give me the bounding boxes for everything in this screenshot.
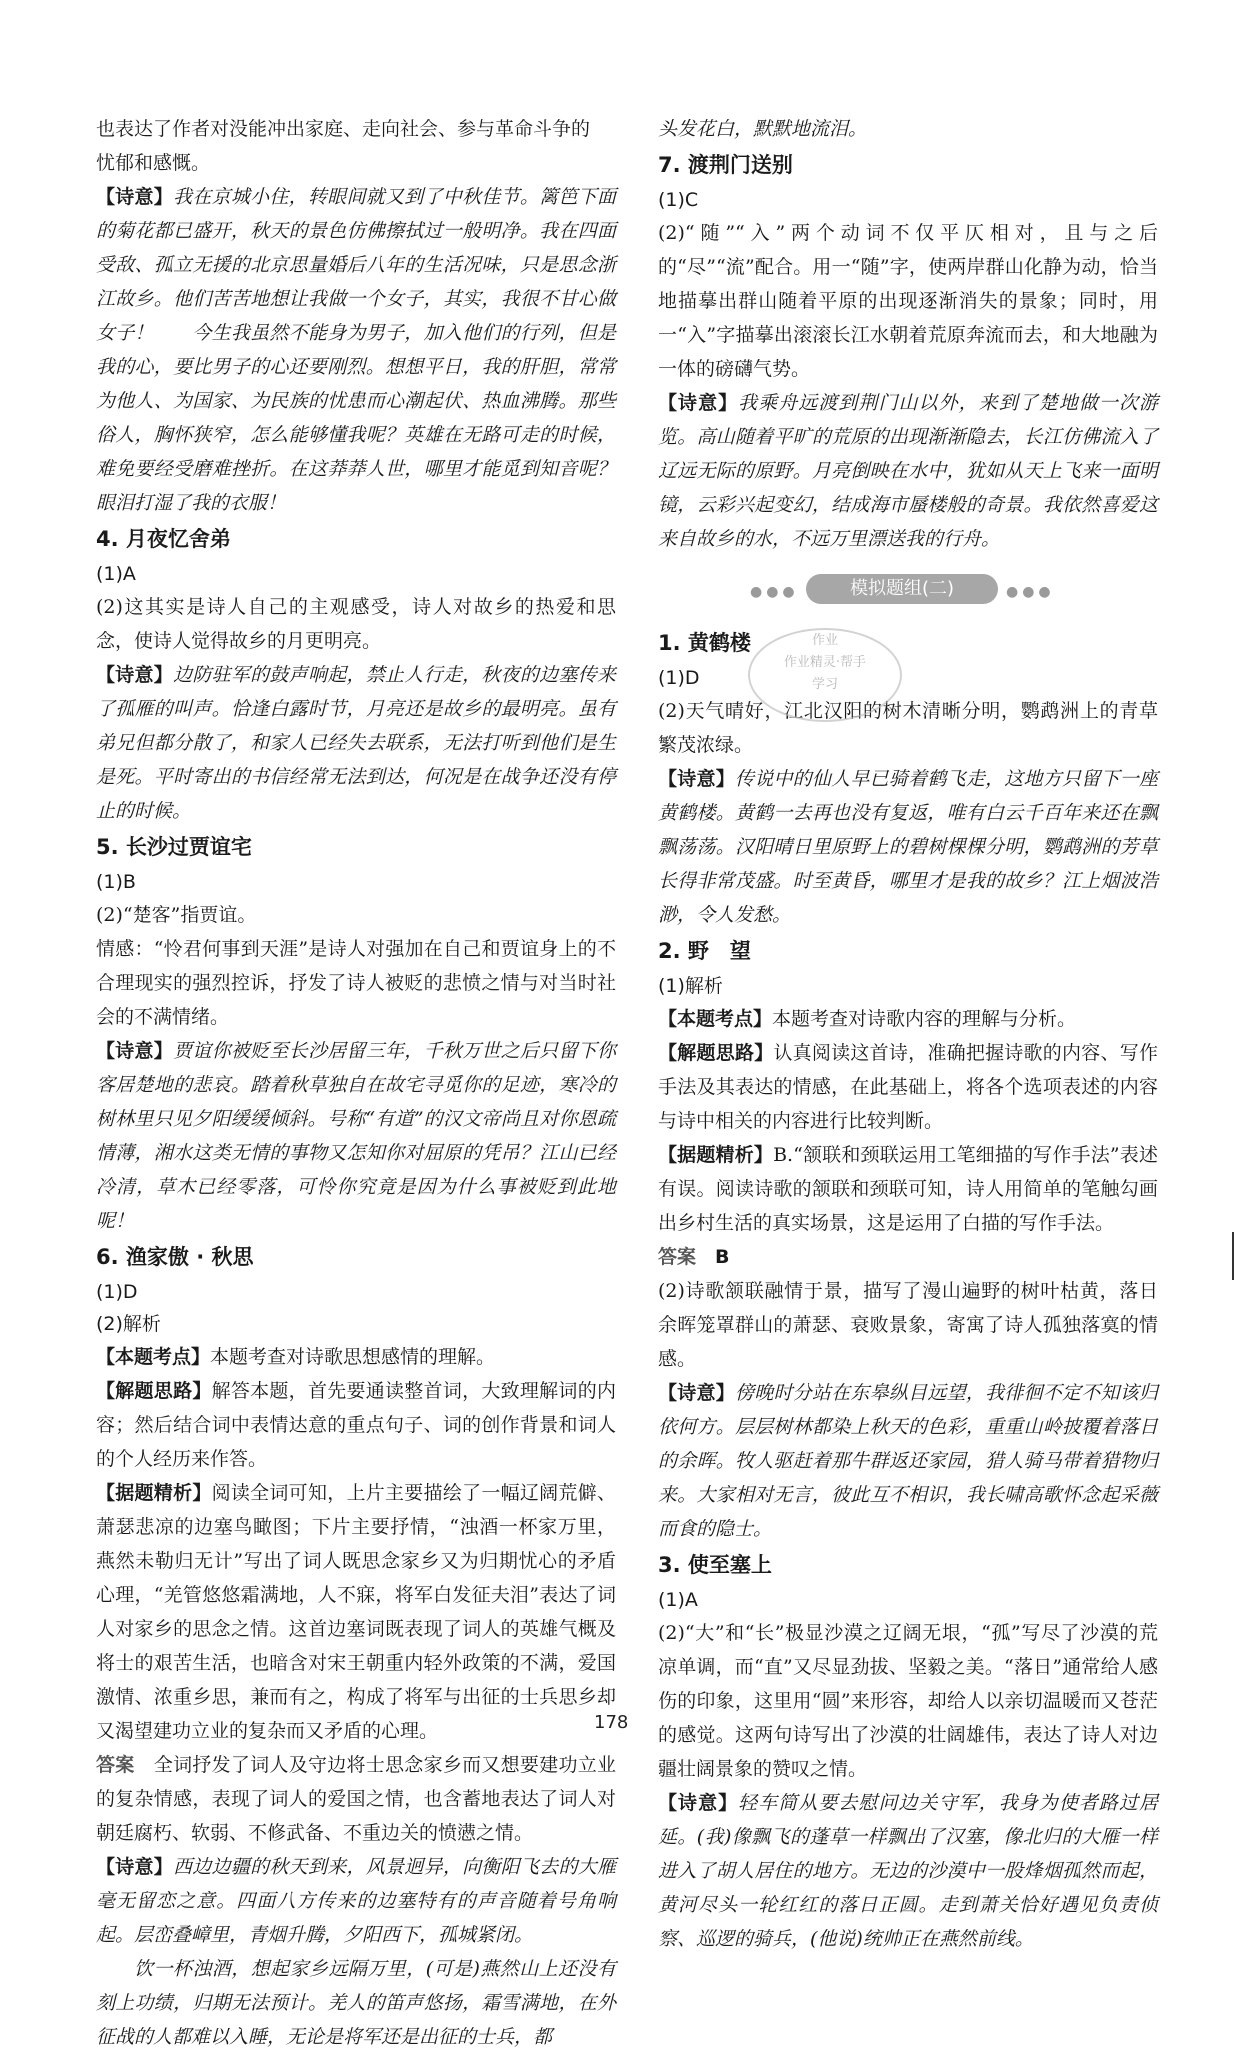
answer-5-2: (2)“楚客”指贾谊。 [96,904,257,926]
kaodian-tag: 【本题考点】 [96,1346,211,1368]
shiyi-paragraph [96,180,616,520]
shiyi-paragraph-5 [96,1034,616,1238]
answer-7-2: (2)“随”“入”两个动词不仅平仄相对，且与之后的“尽”“流”配合。用一“随”字，使两岸群山化静为动，恰当地描摹出群山随着平原的出现逐渐消失的景象；同时，用一“入”字描摹出滚滚长江水朝着荒原奔流而去，和大地融为一体的磅礴气势。 [658,222,1158,380]
section-title-r3: 3. 使至塞上 [658,1553,772,1577]
stamp-line: 作业 [811,633,838,648]
answer-r1-1: (1)D [658,667,700,689]
shiyi-paragraph-7 [658,386,1158,556]
jingxi-text: B.“颔联和颈联运用工笔细描的写作手法”表述有误。阅读诗歌的颔联和颈联可知，诗人用简单的笔触勾画出乡村生活的真实场景，这是运用了白描的写作手法。 [658,1144,1158,1234]
section-title-4: 4. 月夜忆舍弟 [96,527,231,551]
answer-5-1: (1)B [96,871,136,893]
shiyi-text: 贾谊你被贬至长沙居留三年，千秋万世之后只留下你客居楚地的悲哀。踏着秋草独自在故宅寻觅你的足迹，寒冷的树林里只见夕阳缓缓倾斜。号称“有道”的汉文帝尚且对你恩疏情薄，湘水这类无情的事物又怎知你对屈原的凭吊？江山已经冷清，草木已经零落，可怜你究竟是因为什么事被贬到此地呢！ [96,1040,616,1232]
section-title-5: 5. 长沙过贾谊宅 [96,835,252,859]
jingxi-6 [96,1476,616,1748]
answer-r2-2: (2)诗歌颔联融情于景，描写了漫山遍野的树叶枯黄，落日余晖笼罩群山的萧瑟、衰败景象，寄寓了诗人孤独落寞的情感。 [658,1280,1158,1370]
kaodian-6 [96,1340,616,1374]
daan-value: B [715,1246,730,1268]
answer-r3-2: (2)“大”和“长”极显沙漠之辽阔无垠，“孤”写尽了沙漠的荒凉单调，而“直”又尽显劲拔、坚毅之美。“落日”通常给人感伤的印象，这里用“圆”来形容，却给人以亲切温暖而又苍茫的感觉。这两句诗写出了沙漠的壮阔雄伟，表达了诗人对边疆壮阔景象的赞叹之情。 [658,1622,1158,1780]
kaodian-r2 [658,1002,1158,1036]
answer-5-3: 情感：“怜君何事到天涯”是诗人对强加在自己和贾谊身上的不合理现实的强烈控诉，抒发了诗人被贬的悲愤之情与对当时社会的不满情绪。 [96,938,616,1028]
answer-7-1: (1)C [658,189,699,211]
shiyi-tag: 【诗意】 [658,392,739,414]
page-number: 178 [594,1712,629,1733]
intro-line-1: 也表达了作者对没能冲出家庭、走向社会、参与革命斗争的 [96,118,591,140]
stamp-line: 作业精灵·帮手 [783,655,867,670]
continued-text: 头发花白，默默地流泪。 [658,118,868,140]
section-title-6: 6. 渔家傲 · 秋思 [96,1245,254,1269]
jingxi-tag: 【据题精析】 [96,1482,212,1504]
watermark-stamp [748,628,902,722]
silu-6 [96,1374,616,1476]
silu-tag: 【解题思路】 [96,1380,212,1402]
answer-r1-2: (2)天气晴好，江北汉阳的树木清晰分明，鹦鹉洲上的青草繁茂浓绿。 [658,700,1158,756]
shiyi-tag: 【诗意】 [96,664,174,686]
shiyi-text: 傍晚时分站在东皋纵目远望，我徘徊不定不知该归依何方。层层树林都染上秋天的色彩，重重山岭披覆着落日的余晖。牧人驱赶着那牛群返还家园，猎人骑马带着猎物归来。大家相对无言，彼此互不相识，我长啸高歌怀念起采薇而食的隐士。 [658,1382,1158,1540]
shiyi-tag: 【诗意】 [658,1792,739,1814]
shiyi-paragraph-4 [96,658,616,828]
shiyi-text: 传说中的仙人早已骑着鹤飞走，这地方只留下一座黄鹤楼。黄鹤一去再也没有复返，唯有白云千百年来还在飘飘荡荡。汉阳晴日里原野上的碧树棵棵分明，鹦鹉洲的芳草长得非常茂盛。时至黄昏，哪里才是我的故乡？江上烟波浩渺，令人发愁。 [658,768,1158,926]
answer-r3-1: (1)A [658,1589,698,1611]
section-title-7: 7. 渡荆门送别 [658,153,793,177]
stamp-line: 学习 [811,677,838,692]
silu-tag: 【解题思路】 [658,1042,774,1064]
shiyi-text: 轻车简从要去慰问边关守军，我身为使者路过居延。(我)像飘飞的蓬草一样飘出了汉塞，像北归的大雁一样进入了胡人居住的地方。无边的沙漠中一股烽烟孤然而起，黄河尽头一轮红红的落日正圆。走到萧关恰好遇见负责侦察、巡逻的骑兵，(他说)统帅正在燕然前线。 [658,1792,1158,1950]
silu-r2 [658,1036,1158,1138]
kaodian-text: 本题考查对诗歌内容的理解与分析。 [772,1008,1077,1030]
shiyi-text: 我在京城小住，转眼间就又到了中秋佳节。篱笆下面的菊花都已盛开，秋天的景色仿佛擦拭过一般明净。我在四面受敌、孤立无援的北京思量婚后八年的生活况味，只是思念浙江故乡。他们苦苦地想让我做一个女子，其实，我很不甘心做女子！ 今生我虽然不能身为男子，加入他们的行列，但是我的心，要比男子的心还要刚烈。想想平日，我的肝胆，常常为他人、为国家、为民族的忧患而心潮起伏、热血沸腾。那些俗人，胸怀狭窄，怎么能够懂我呢？英雄在无路可走的时候，难免要经受磨难挫折。在这莽莽人世，哪里才能觅到知音呢？眼泪打湿了我的衣服！ [96,186,616,514]
section-divider [658,562,1158,616]
divider-dots-left: ●●● [750,584,799,600]
divider-label: 模拟题组(二) [806,574,998,604]
kaodian-tag: 【本题考点】 [658,1008,773,1030]
daan-tag: 答案 [658,1246,697,1268]
jingxi-r2 [658,1138,1158,1240]
daan-text: 全词抒发了词人及守边将士思念家乡而又想要建功立业的复杂情感，表现了词人的爱国之情，也含蓄地表达了词人对朝廷腐朽、软弱、不修武备、不重边关的愤懑之情。 [96,1754,616,1844]
jingxi-text: 阅读全词可知，上片主要描绘了一幅辽阔荒僻、萧瑟悲凉的边塞鸟瞰图；下片主要抒情，“浊酒一杯家万里，燕然未勒归无计”写出了词人既思念家乡又为归期忧心的矛盾心理，“羌管悠悠霜满地，人不寐，将军白发征夫泪”表达了词人对家乡的思念之情。这首边塞词既表现了词人的英雄气概及将士的艰苦生活，也暗含对宋王朝重内轻外政策的不满，爱国激情、浓重乡思，兼而有之，构成了将军与出征的士兵思乡却又渴望建功立业的复杂而又矛盾的心理。 [96,1482,616,1742]
jingxi-tag: 【据题精析】 [658,1144,774,1166]
shiyi-paragraph-r3 [658,1786,1158,1956]
daan-6 [96,1748,616,1850]
divider-dots-right: ●●● [1006,584,1055,600]
shiyi-tag: 【诗意】 [96,186,174,208]
shiyi-tag: 【诗意】 [96,1856,174,1878]
kaodian-text: 本题考查对诗歌思想感情的理解。 [210,1346,496,1368]
daan-tag: 答案 [96,1754,135,1776]
answer-r2-1: (1)解析 [658,975,723,997]
answer-6-1: (1)D [96,1281,138,1303]
right-column [658,112,1158,1956]
answer-4-2: (2)这其实是诗人自己的主观感受，诗人对故乡的热爱和思念，使诗人觉得故乡的月更明亮。 [96,596,616,652]
silu-text: 认真阅读这首诗，准确把握诗歌的内容、写作手法及其表达的情感，在此基础上，将各个选项表述的内容与诗中相关的内容进行比较判断。 [658,1042,1158,1132]
shiyi-tag: 【诗意】 [96,1040,174,1062]
edge-mark [1232,1232,1234,1280]
shiyi-paragraph-r1 [658,762,1158,932]
shiyi-paragraph-r2 [658,1376,1158,1546]
daan-r2 [658,1240,1158,1274]
answer-4-1: (1)A [96,563,136,585]
left-column [96,112,616,2054]
section-title-r1: 1. 黄鹤楼 [658,631,751,655]
answer-6-2: (2)解析 [96,1313,161,1335]
shiyi-paragraph-6 [96,1850,616,1952]
shiyi-tag: 【诗意】 [658,768,735,790]
silu-text: 解答本题，首先要通读整首词，大致理解词的内容；然后结合词中表情达意的重点句子、词的创作背景和词人的个人经历来作答。 [96,1380,616,1470]
shiyi-text: 我乘舟远渡到荆门山以外，来到了楚地做一次游览。高山随着平旷的荒原的出现渐渐隐去，长江仿佛流入了辽远无际的原野。月亮倒映在水中，犹如从天上飞来一面明镜，云彩兴起变幻，结成海市蜃楼般的奇景。我依然喜爱这来自故乡的水，不远万里漂送我的行舟。 [658,392,1158,550]
shiyi-text: 西边边疆的秋天到来，风景迥异，向衡阳飞去的大雁毫无留恋之意。四面八方传来的边塞特有的声音随着号角响起。层峦叠嶂里，青烟升腾，夕阳西下，孤城紧闭。 [96,1856,616,1946]
shiyi-paragraph-6b: 饮一杯浊酒，想起家乡远隔万里，(可是)燕然山上还没有刻上功绩，归期无法预计。羌人的笛声悠扬，霜雪满地，在外征战的人都难以入睡，无论是将军还是出征的士兵，都 [96,1958,616,2048]
shiyi-text: 边防驻军的鼓声响起，禁止人行走，秋夜的边塞传来了孤雁的叫声。恰逢白露时节，月亮还是故乡的最明亮。虽有弟兄但都分散了，和家人已经失去联系，无法打听到他们是生是死。平时寄出的书信经常无法到达，何况是在战争还没有停止的时候。 [96,664,616,822]
intro-line-2: 忧郁和感慨。 [96,152,211,174]
shiyi-tag: 【诗意】 [658,1382,735,1404]
section-title-r2: 2. 野 望 [658,939,751,963]
